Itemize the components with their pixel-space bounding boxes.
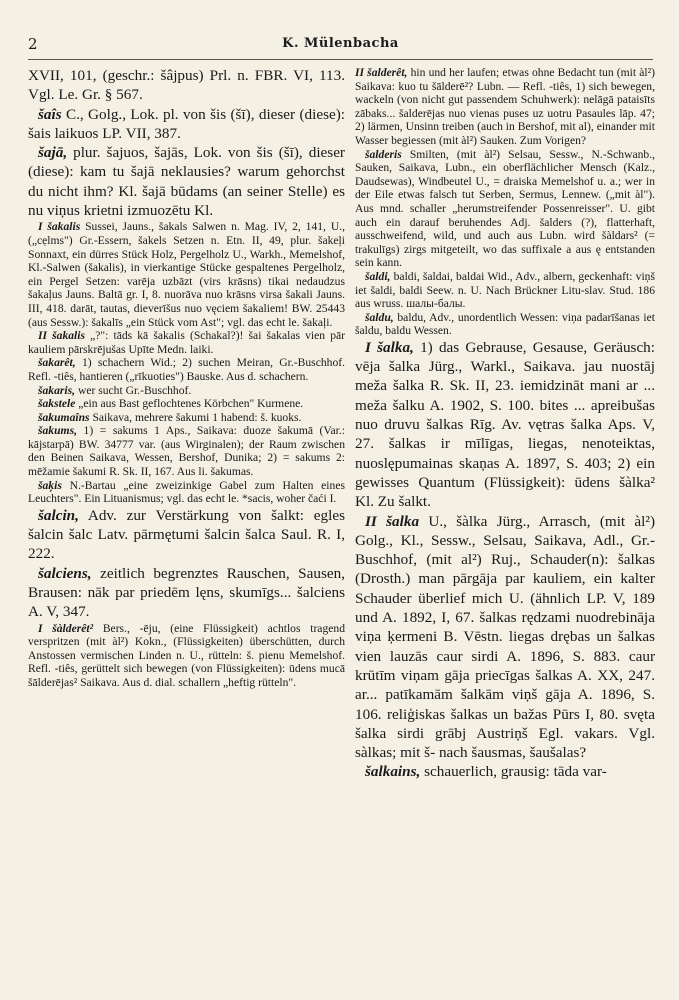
entry-headword: II šalka (365, 512, 420, 530)
entry-text: zeitlich begrenztes Rauschen, Sausen, Brausen: nāk par priedēm lęns, skumīgs... šalciens A. V, 347. (28, 564, 345, 621)
dictionary-entry (28, 66, 345, 105)
dictionary-entry (28, 105, 345, 144)
entry-text: hin und her laufen; etwas ohne Bedacht tun (mit àl²) Saikava: kuo tu šālderē²? Lubn. — Refl. -tiês, 1) sich bewegen, wackeln (von nicht gut passendem Schuhwerk): nelāgā pataisīts zābaks... šalderējas nuo vienas puses uz uotru Pasaules lāp. 47; 2) lärmen, Unsinn treiben (auch in Bershof, mit al), einander mit Wasser begiessen (mit àl²) Sauken. Zum Vorigen? (355, 66, 655, 147)
page-header (28, 35, 653, 57)
entry-text: Bers., -ēju, (eine Flüssigkeit) achtlos tragend verspritzen (mit àl²) Kokn., (Flüssigkeiten) überschütten, durch Anstossen vermischen Linden n. U., rütteln: š. pienu Memelshof. Refl. -tiês, gerüttelt sich bewegen (von Flüssigkeiten): ūdens mucā šālderējas² Saikava. Aus d. dial. schallern „heftig rütteln". (28, 621, 345, 689)
dictionary-entry (28, 506, 345, 564)
entry-text: Adv. zur Verstärkung von šalkt: egles šalcin šalc Latv. pārmętumi šalcin šalca Saul. R. I, 222. (28, 506, 345, 563)
entry-text: plur. šajuos, šajās, Lok. von šis (šī), dieser (diese): kam tu šajā neklausies? warum gehorchst du nicht ihm? Kl. šajā būdams (an seiner Stelle) es nu viņus krietni izmuozētu Kl. (28, 144, 345, 220)
entry-headword: šaldu, (365, 310, 394, 324)
entry-headword: I šàlderêt² (38, 621, 94, 635)
dictionary-entry (28, 143, 345, 220)
entry-headword: II šalderêt, (355, 66, 408, 79)
dictionary-entry (355, 311, 655, 338)
entry-text: Smilten, (mit àl²) Selsau, Sessw., N.-Schwanb., Sauken, Saikava, Lubn., ein oberflächlicher Mensch (Kalz., Daudsewas), Windbeutel U., = draiska Memelshof u. a.; wer in der Eile etwas falsch tut Serben, Sermus, Lennew. („mit àl"). Aus mnd. schaller „herumstreifender Possenreisser". U. gibt auch ein darauf beruhendes Adj. šalders (?), flatterhaft, ausschweifend, wild, und auch aus Lubn. wird šàldars² (= trakulīgs) zirgs mitgeteilt, wo das suffixale a aus ę entstanden sein kann. (355, 147, 655, 270)
entry-text: C., Golg., Lok. pl. von šis (šī), dieser (diese): šais laikuos LP. VII, 387. (28, 105, 345, 142)
dictionary-entry (28, 564, 345, 622)
entry-headword: šakums, (38, 424, 77, 438)
dictionary-entry (355, 148, 655, 270)
entry-headword: šaldi, (365, 269, 391, 283)
dictionary-entry (355, 270, 655, 311)
dictionary-entry (28, 397, 345, 411)
entry-headword: šalciens, (38, 564, 92, 582)
entry-headword: šalkains, (365, 763, 421, 781)
dictionary-entry (28, 424, 345, 478)
dictionary-entry (28, 356, 345, 383)
entry-headword: šalderis (365, 147, 402, 161)
entry-headword: šakaris, (38, 383, 76, 397)
entry-headword: šajā, (38, 144, 68, 162)
dictionary-entry (355, 338, 655, 512)
right-column (355, 66, 655, 782)
dictionary-entry (28, 411, 345, 425)
entry-text: wer sucht Gr.-Buschhof. (75, 383, 192, 397)
dictionary-entry (28, 622, 345, 690)
dictionary-entry (28, 479, 345, 506)
dictionary-entry (355, 512, 655, 763)
entry-text: 1) schachern Wid.; 2) suchen Meiran, Gr.-Buschhof. Refl. -tiês, hantieren („rīkuoties") Bauske. Aus d. schachern. (28, 356, 345, 383)
entry-headword: šaîs (38, 105, 62, 123)
entry-headword: I šakalis (38, 220, 81, 234)
entry-headword: šakstele (38, 397, 76, 411)
dictionary-entry (28, 220, 345, 329)
page-number: 2 (28, 35, 38, 53)
entry-headword: šaķis (38, 478, 62, 492)
entry-text: „ein aus Bast geflochtenes Körbchen" Kurmene. (75, 397, 304, 411)
entry-text: baldu, Adv., unordentlich Wessen: viņa padarīšanas iet šaldu, baldu Wessen. (355, 310, 655, 338)
entry-text: 1) das Gebrause, Gesause, Geräusch: vēja šalka Jürg., Warkl., Saikava. jau nuostāj meža šalka R. Sk. II, 23. iemidzināt mani ar ... meža šalku A. 1902, S. 100. bites ... apreibušas nuo druvu šalkas Rīg. Av. vętras šalka Aps. V, 27. šalkas ir mīlīgas, liegas, nenoteiktas, nuoslępumainas skaņas A. 1897, S. 403; 2) ein gewisses Quantum (Flüssigkeit): ūdens šàlka² Kl. Zu šalkt. (355, 338, 655, 511)
dictionary-entry (355, 762, 655, 781)
dictionary-entry (355, 66, 655, 148)
entry-text: Sussei, Jauns., šakals Salwen n. Mag. IV, 2, 141, U., („cẹlms") Gr.-Essern, šakels Setzen n. Etn. II, 49, plur. šakeļi Sonnaxt, ein dürres Stück Holz, Pergelholz U., Warkh., Memelshof, Kl.-Salwen (šakalis), in vierkantige Stücke gespaltenes Pergelholz, ein Pergel Setzen: varēja uzbāzt (virs krāsns) tikai nedaudzus šakaļus Jauns. Baltā gr. I, 8. nuorāva nuo krāsns virsa šakali Jauns. III, 418. darāt, tautas, dieverīšus nuo vęciem šakaliem! BW. 25443 (aus Sessw.): šakalīs „ein Stück vom Ast"; vgl. das echt le. šakaļi. (28, 220, 345, 329)
entry-text: schauerlich, grausig: tāda var- (420, 763, 607, 781)
dictionary-entry (28, 329, 345, 356)
entry-text: „?": tāds kā šakalis (Schakal?)! šai šakalas vien pār kauliem pārskrējušas Upīte Medn. laiki. (28, 329, 345, 356)
entry-text: baldi, šaldai, baldai Wid., Adv., albern, geckenhaft: viņš iet šaldi, baldi Seew. n. U. Nach Brückner Litu-slav. Stud. 186 aus wruss. шалы-балы. (355, 269, 655, 311)
entry-headword: šakarêt, (38, 356, 76, 370)
entry-headword: I šalka, (365, 338, 414, 356)
header-rule (28, 59, 653, 60)
left-column (28, 66, 345, 690)
entry-headword: šalcin, (38, 506, 79, 524)
entry-text: 1) = sakums 1 Aps., Saikava: duoze šakumā (Var.: kājstarpā) BW. 34777 var. (aus Wirginalen); der Raum zwischen den Beinen Saikava, Wessen, Bershof, Dunika; 2) = sakums 2: mēžamie šakumi R. Sk. II, 167. Aus li. šakumas. (28, 424, 345, 479)
entry-text: N.-Bartau „eine zweizinkige Gabel zum Halten eines Leuchters". Ein Lituanismus; vgl. das echt le. *sacis, woher čaći I. (28, 478, 345, 506)
entry-text: U., šàlka Jürg., Arrasch, (mit àl²) Golg., Kl., Sessw., Selsau, Saikava, Adl., Gr.-Buschhof, (mit al²) Ruj., Schauder(n): šalkas (Drosth.) man pārgāja par kauliem, ein kalter Schauder überlief mich U. (ähnlich LP. V, 189 und A. 1892, I, 67. šalkas rędzami nuodrebināja viņa ķermeni B. Vēstn. liegas drębas un šalkas vien lauzās caur sirdi A. 1896, S. 883. caur krūtīm viņam gāja priecīgas šalkas A. XX, 247. ar... patīkamām šalkām viņš gāja A. 1896, S. 106. reliģiskas šalkas un bažas Pūrs I, 80. svęta šalka sirdi grābj Austriņš Egl. vakars. Vgl. sàlkas; mit š- nach šausmas, šaušalas? (355, 512, 656, 762)
entry-text: XVII, 101, (geschr.: šâjpus) Prl. n. FBR. VI, 113. Vgl. Le. Gr. § 567. (28, 67, 345, 104)
running-head: K. Mülenbacha (282, 36, 399, 51)
entry-headword: II šakalis (38, 329, 85, 343)
entry-headword: šakumaîns (38, 410, 90, 424)
dictionary-entry (28, 384, 345, 398)
entry-text: Saikava, mehrere šakumi 1 habend: š. kuoks. (89, 410, 302, 424)
